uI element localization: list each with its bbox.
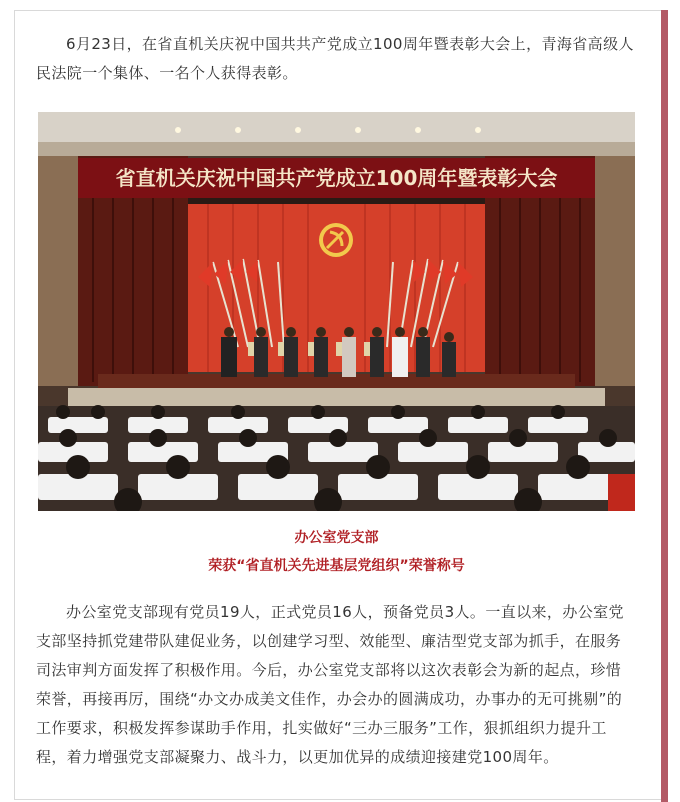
right-accent-bar <box>661 10 668 802</box>
party-emblem-icon <box>319 223 353 257</box>
banner-text: 省直机关庆祝中国共产党成立100周年暨表彰大会 <box>115 166 558 190</box>
intro-paragraph: 6月23日，在省直机关庆祝中国共共产党成立100周年暨表彰大会上，青海省高级人民法院一个集体、一名个人获得表彰。 <box>36 35 634 82</box>
body-paragraph: 办公室党支部现有党员19人，正式党员16人，预备党员3人。一直以来，办公室党支部坚持抓党建带队建促业务，以创建学习型、效能型、廉洁型党支部为抓手，在服务司法审判方面发挥了积极作用。今后，办公室党支部将以这次表彰会为新的起点，珍惜荣誉，再接再厉，围绕“办文办成美文佳作，办会办的圆满成功，办事办的无可挑剔”的工作要求，积极发挥参谋助手作用，扎实做好“三办三服务”工作，狠抓组织力提升工程，着力增强党支部凝聚力、战斗力，以更加优异的成绩迎接建党100周年。 <box>36 603 624 766</box>
ceremony-photo-illustration <box>38 112 635 511</box>
photo-caption-line1: 办公室党支部 <box>294 530 379 546</box>
ceremony-photo <box>38 112 635 511</box>
photo-caption-line2: 荣获“省直机关先进基层党组织”荣誉称号 <box>208 558 465 574</box>
